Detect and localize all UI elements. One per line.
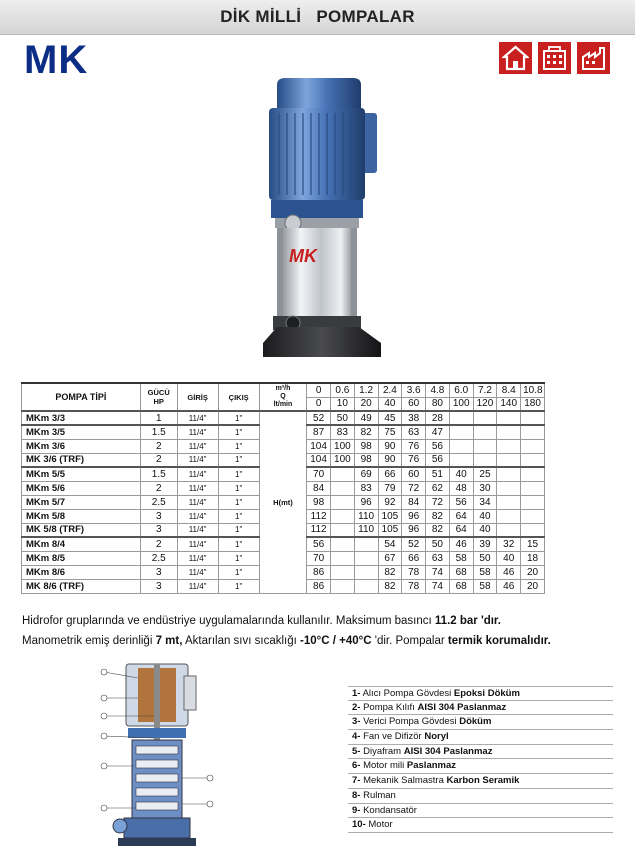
flow-m3h-cell: 0 [307, 383, 331, 397]
power-cell: 1.5 [140, 425, 177, 439]
part-material: AISI 304 Paslanmaz [417, 701, 507, 713]
inlet-cell: 11/4" [177, 439, 218, 453]
head-value-cell: 104 [307, 453, 331, 467]
head-value-cell: 50 [426, 537, 450, 551]
head-value-cell: 25 [473, 467, 497, 481]
inlet-cell: 11/4" [177, 509, 218, 523]
head-value-cell [521, 523, 545, 537]
flow-m3h-cell: 0.6 [330, 383, 354, 397]
outlet-cell: 1" [218, 439, 259, 453]
part-number: 10- [352, 819, 366, 831]
inlet-cell: 11/4" [177, 537, 218, 551]
head-value-cell [497, 411, 521, 425]
head-value-cell: 100 [330, 453, 354, 467]
inlet-cell: 11/4" [177, 565, 218, 579]
flow-lmin-cell: 0 [307, 397, 331, 411]
list-item [348, 804, 613, 819]
head-value-cell [330, 565, 354, 579]
outlet-header: ÇIKIŞ [218, 383, 259, 411]
inlet-cell: 11/4" [177, 453, 218, 467]
flow-lmin-cell: 20 [354, 397, 378, 411]
power-cell: 1.5 [140, 467, 177, 481]
head-value-cell: 110 [354, 509, 378, 523]
head-value-cell [330, 523, 354, 537]
head-value-cell: 82 [426, 523, 450, 537]
inlet-cell: 11/4" [177, 425, 218, 439]
outlet-cell: 1" [218, 551, 259, 565]
list-item [348, 715, 613, 730]
head-value-cell: 66 [378, 467, 402, 481]
head-value-cell [330, 537, 354, 551]
head-value-cell: 83 [330, 425, 354, 439]
pump-type-cell: MK 5/8 (TRF) [22, 523, 141, 537]
head-value-cell [521, 439, 545, 453]
head-value-cell: 50 [330, 411, 354, 425]
head-value-cell [449, 425, 473, 439]
power-cell: 2 [140, 439, 177, 453]
head-value-cell: 46 [497, 579, 521, 593]
head-value-cell: 82 [354, 425, 378, 439]
power-cell: 3 [140, 565, 177, 579]
head-value-cell: 38 [402, 411, 426, 425]
flow-lmin-cell: 60 [402, 397, 426, 411]
application-icons [499, 42, 610, 74]
head-value-cell: 30 [473, 481, 497, 495]
head-value-cell: 18 [521, 551, 545, 565]
part-material: Epoksi Döküm [453, 688, 520, 699]
head-value-cell: 72 [426, 495, 450, 509]
head-value-cell [473, 425, 497, 439]
head-value-cell [497, 453, 521, 467]
head-value-cell [473, 411, 497, 425]
head-value-cell: 74 [426, 565, 450, 579]
head-value-cell: 56 [426, 439, 450, 453]
head-value-cell: 20 [521, 565, 545, 579]
power-cell: 2 [140, 453, 177, 467]
part-label: Diyafram [360, 745, 404, 757]
head-value-cell: 66 [402, 551, 426, 565]
table-row [22, 411, 545, 425]
page-title: DİK MİLLİ POMPALAR [220, 7, 415, 26]
head-value-cell: 34 [473, 495, 497, 509]
head-value-cell: 58 [473, 565, 497, 579]
head-value-cell: 83 [354, 481, 378, 495]
part-number: 5- [352, 745, 361, 757]
head-value-cell: 46 [497, 565, 521, 579]
head-value-cell [497, 523, 521, 537]
list-item [348, 730, 613, 745]
outlet-cell: 1" [218, 495, 259, 509]
head-value-cell [521, 481, 545, 495]
outlet-cell: 1" [218, 565, 259, 579]
head-value-cell [330, 551, 354, 565]
flow-m3h-cell: 8.4 [497, 383, 521, 397]
power-cell: 3 [140, 579, 177, 593]
head-value-cell: 40 [473, 509, 497, 523]
head-value-cell: 46 [449, 537, 473, 551]
head-value-cell [497, 439, 521, 453]
part-label: Mekanik Salmastra [360, 775, 447, 787]
building-icon [538, 42, 571, 74]
inlet-cell: 11/4" [177, 467, 218, 481]
flow-lmin-cell: 120 [473, 397, 497, 411]
outlet-cell: 1" [218, 453, 259, 467]
outlet-cell: 1" [218, 509, 259, 523]
head-value-cell: 82 [426, 509, 450, 523]
head-value-cell [473, 453, 497, 467]
pump-cutaway-diagram [98, 658, 218, 848]
head-value-cell: 96 [402, 509, 426, 523]
list-item [348, 745, 613, 760]
head-value-cell [449, 411, 473, 425]
list-item [348, 759, 613, 774]
list-item [348, 818, 613, 833]
head-value-cell: 58 [449, 551, 473, 565]
note-line-1: Hidrofor gruplarında ve endüstriye uygulamalarında kullanılır. Maksimum basıncı 11.2 bar 'dır. [22, 615, 501, 627]
head-value-cell: 100 [330, 439, 354, 453]
head-value-cell: 20 [521, 579, 545, 593]
inlet-header: GİRİŞ [177, 383, 218, 411]
flow-m3h-cell: 4.8 [426, 383, 450, 397]
head-value-cell: 50 [473, 551, 497, 565]
pump-type-cell: MK 8/6 (TRF) [22, 579, 141, 593]
part-label: Motor [365, 819, 393, 831]
power-cell: 2 [140, 481, 177, 495]
part-material: Noryl [424, 731, 449, 743]
flow-m3h-cell: 7.2 [473, 383, 497, 397]
part-number: 6- [352, 760, 361, 772]
pump-type-cell: MKm 5/8 [22, 509, 141, 523]
part-number: 3- [352, 716, 361, 728]
head-label: H(mt) [259, 411, 307, 593]
head-value-cell [354, 551, 378, 565]
part-number: 8- [352, 789, 361, 801]
head-value-cell [330, 467, 354, 481]
flow-lmin-cell: 180 [521, 397, 545, 411]
head-value-cell: 39 [473, 537, 497, 551]
head-value-cell: 40 [497, 551, 521, 565]
head-value-cell: 86 [307, 579, 331, 593]
part-material: Paslanmaz [406, 760, 457, 772]
part-material: AISI 304 Paslanmaz [403, 745, 493, 757]
head-value-cell: 56 [307, 537, 331, 551]
head-value-cell: 52 [402, 537, 426, 551]
head-value-cell: 72 [402, 481, 426, 495]
head-value-cell: 15 [521, 537, 545, 551]
inlet-cell: 11/4" [177, 579, 218, 593]
head-value-cell [521, 509, 545, 523]
list-item [348, 686, 613, 701]
pump-type-cell: MKm 5/7 [22, 495, 141, 509]
head-value-cell: 32 [497, 537, 521, 551]
inlet-cell: 11/4" [177, 523, 218, 537]
power-cell: 2 [140, 537, 177, 551]
head-value-cell: 105 [378, 523, 402, 537]
power-cell: 2.5 [140, 551, 177, 565]
list-item [348, 789, 613, 804]
head-value-cell [354, 537, 378, 551]
head-value-cell: 82 [378, 565, 402, 579]
head-value-cell: 79 [378, 481, 402, 495]
head-value-cell: 67 [378, 551, 402, 565]
head-value-cell: 63 [402, 425, 426, 439]
head-value-cell: 28 [426, 411, 450, 425]
head-value-cell: 63 [426, 551, 450, 565]
head-value-cell: 70 [307, 467, 331, 481]
head-value-cell: 96 [354, 495, 378, 509]
head-value-cell [497, 509, 521, 523]
head-value-cell [449, 439, 473, 453]
head-value-cell: 78 [402, 579, 426, 593]
head-value-cell: 47 [426, 425, 450, 439]
head-value-cell [473, 439, 497, 453]
part-label: Fan ve Difizör [360, 731, 425, 743]
head-value-cell [521, 495, 545, 509]
head-value-cell [497, 425, 521, 439]
power-cell: 3 [140, 509, 177, 523]
part-number: 7- [352, 775, 361, 787]
head-value-cell: 76 [402, 453, 426, 467]
head-value-cell: 75 [378, 425, 402, 439]
pump-type-cell: MKm 3/3 [22, 411, 141, 425]
head-value-cell: 82 [378, 579, 402, 593]
head-value-cell: 86 [307, 565, 331, 579]
head-value-cell: 112 [307, 523, 331, 537]
inlet-cell: 11/4" [177, 411, 218, 425]
part-material: Karbon Seramik [446, 775, 520, 787]
head-value-cell [521, 453, 545, 467]
head-value-cell: 84 [307, 481, 331, 495]
head-value-cell: 56 [449, 495, 473, 509]
head-value-cell: 104 [307, 439, 331, 453]
pump-spec-table [21, 382, 545, 594]
outlet-cell: 1" [218, 467, 259, 481]
power-cell: 3 [140, 523, 177, 537]
head-value-cell: 76 [402, 439, 426, 453]
outlet-cell: 1" [218, 523, 259, 537]
part-number: 1- [352, 688, 361, 699]
inlet-cell: 11/4" [177, 481, 218, 495]
head-value-cell [330, 509, 354, 523]
pump-photo [255, 75, 390, 367]
head-value-cell: 68 [449, 579, 473, 593]
factory-icon [577, 42, 610, 74]
inlet-cell: 11/4" [177, 495, 218, 509]
outlet-cell: 1" [218, 425, 259, 439]
part-label: Rulman [360, 789, 396, 801]
head-value-cell: 40 [449, 467, 473, 481]
head-value-cell: 68 [449, 565, 473, 579]
head-value-cell: 90 [378, 453, 402, 467]
head-value-cell: 69 [354, 467, 378, 481]
head-value-cell [521, 425, 545, 439]
part-label: Verici Pompa Gövdesi [360, 716, 460, 728]
flow-m3h-cell: 3.6 [402, 383, 426, 397]
outlet-cell: 1" [218, 537, 259, 551]
head-value-cell [354, 579, 378, 593]
outlet-cell: 1" [218, 411, 259, 425]
head-value-cell: 92 [378, 495, 402, 509]
head-value-cell [330, 579, 354, 593]
pump-type-cell: MKm 3/6 [22, 439, 141, 453]
head-value-cell [497, 481, 521, 495]
flow-m3h-cell: 6.0 [449, 383, 473, 397]
type-header: POMPA TİPİ [22, 383, 141, 411]
head-value-cell: 64 [449, 523, 473, 537]
part-material: Döküm [459, 716, 492, 728]
head-value-cell: 58 [473, 579, 497, 593]
head-value-cell: 45 [378, 411, 402, 425]
inlet-cell: 11/4" [177, 551, 218, 565]
pump-type-cell: MKm 5/6 [22, 481, 141, 495]
part-label: Kondansatör [360, 804, 417, 816]
part-number: 2- [352, 701, 361, 713]
outlet-cell: 1" [218, 579, 259, 593]
flow-m3h-cell: 2.4 [378, 383, 402, 397]
flow-lmin-cell: 100 [449, 397, 473, 411]
head-value-cell: 54 [378, 537, 402, 551]
part-label: Pompa Kılıfı [360, 701, 418, 713]
pump-type-cell: MKm 5/5 [22, 467, 141, 481]
part-number: 4- [352, 731, 361, 743]
flow-lmin-cell: 40 [378, 397, 402, 411]
outlet-cell: 1" [218, 481, 259, 495]
list-item [348, 774, 613, 789]
note-line-2: Manometrik emiş derinliği 7 mt, Aktarılan sıvı sıcaklığı -10°C / +40°C 'dir. Pompalar termik korumalıdır. [22, 635, 551, 647]
part-label: Motor mili [360, 760, 407, 772]
head-value-cell: 78 [402, 565, 426, 579]
pump-type-cell: MKm 8/6 [22, 565, 141, 579]
head-value-cell: 74 [426, 579, 450, 593]
head-value-cell [330, 495, 354, 509]
house-icon [499, 42, 532, 74]
head-value-cell [497, 495, 521, 509]
head-value-cell [330, 481, 354, 495]
head-value-cell: 98 [354, 439, 378, 453]
power-cell: 1 [140, 411, 177, 425]
flow-m3h-cell: 10.8 [521, 383, 545, 397]
head-value-cell: 62 [426, 481, 450, 495]
head-value-cell: 110 [354, 523, 378, 537]
flow-lmin-cell: 140 [497, 397, 521, 411]
page-header [0, 0, 635, 35]
head-value-cell: 60 [402, 467, 426, 481]
pump-type-cell: MK 3/6 (TRF) [22, 453, 141, 467]
head-value-cell [497, 467, 521, 481]
power-cell: 2.5 [140, 495, 177, 509]
pump-type-cell: MKm 8/5 [22, 551, 141, 565]
pump-type-cell: MKm 3/5 [22, 425, 141, 439]
parts-list [348, 686, 613, 833]
head-value-cell: 105 [378, 509, 402, 523]
head-value-cell [449, 453, 473, 467]
head-value-cell: 90 [378, 439, 402, 453]
flow-header: m³/h Q lt/min [259, 383, 307, 411]
part-label: Alıcı Pompa Gövdesi [360, 688, 454, 699]
head-value-cell: 52 [307, 411, 331, 425]
part-number: 9- [352, 804, 361, 816]
head-value-cell: 96 [402, 523, 426, 537]
head-value-cell [521, 411, 545, 425]
head-value-cell: 112 [307, 509, 331, 523]
head-value-cell: 87 [307, 425, 331, 439]
head-value-cell: 56 [426, 453, 450, 467]
head-value-cell: 84 [402, 495, 426, 509]
head-value-cell: 70 [307, 551, 331, 565]
model-title: MK [24, 38, 89, 82]
flow-m3h-cell: 1.2 [354, 383, 378, 397]
list-item [348, 701, 613, 716]
head-value-cell: 40 [473, 523, 497, 537]
head-value-cell [521, 467, 545, 481]
pump-type-cell: MKm 8/4 [22, 537, 141, 551]
pump-brand-label: MK [289, 246, 317, 266]
head-value-cell: 98 [307, 495, 331, 509]
head-value-cell: 98 [354, 453, 378, 467]
head-value-cell: 51 [426, 467, 450, 481]
head-value-cell: 48 [449, 481, 473, 495]
power-header: GÜCÜ HP [140, 383, 177, 411]
flow-lmin-cell: 80 [426, 397, 450, 411]
head-value-cell: 49 [354, 411, 378, 425]
flow-lmin-cell: 10 [330, 397, 354, 411]
head-value-cell [354, 565, 378, 579]
head-value-cell: 64 [449, 509, 473, 523]
